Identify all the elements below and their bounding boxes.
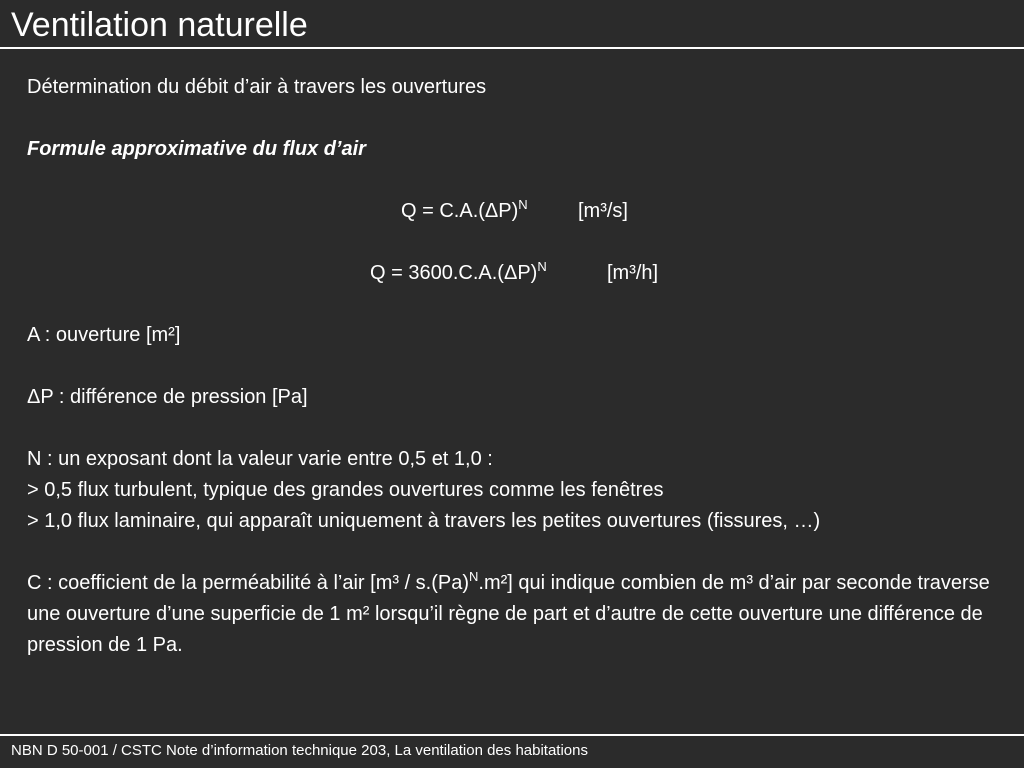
slide-body — [27, 72, 1007, 661]
definition-n-line3: > 1,0 flux laminaire, qui apparaît uniquement à travers les petites ouvertures (fissures, …) — [27, 510, 821, 532]
formula-per-hour-expression: $Q = 3600.C.A.(\Delta P)^N$ — [370, 259, 547, 284]
formula-per-second-unit: [m³/s] — [578, 200, 628, 222]
formula-per-hour — [27, 258, 1007, 289]
definition-c: C : coefficient de la perméabilité à l’air $[m^3 / s.(Pa)^N.m^2]$ qui indique combien de m³ d’air par seconde traverse une ouverture d’une superficie de 1 m² lorsqu’il règne de part et d’autre de cette ouverture une différence de pression de 1 Pa. — [27, 569, 990, 656]
footer-divider — [0, 734, 1024, 736]
footer-reference: NBN D 50-001 / CSTC Note d’information technique 203, La ventilation des habitations — [11, 742, 588, 759]
formula-subtitle: Formule approximative du flux d’air — [27, 138, 366, 160]
definition-n-line1: N : un exposant dont la valeur varie entre 0,5 et 1,0 : — [27, 448, 493, 470]
intro-text: Détermination du débit d’air à travers les ouvertures — [27, 76, 487, 98]
formula-per-hour-unit: [m³/h] — [607, 262, 659, 284]
definition-n-line2: > 0,5 flux turbulent, typique des grandes ouvertures comme les fenêtres — [27, 479, 664, 501]
definition-delta-p: ΔP : différence de pression [Pa] — [27, 386, 308, 408]
formula-exponent: N — [537, 259, 547, 274]
formula-exponent: N — [518, 197, 528, 212]
formula-per-second-expression: $Q = C.A.(\Delta P)^N$ — [401, 197, 528, 222]
title-divider — [0, 47, 1024, 49]
slide-title: Ventilation naturelle — [11, 6, 308, 44]
definition-a: A : ouverture [m²] — [27, 324, 181, 346]
formula-per-second — [27, 196, 1007, 227]
